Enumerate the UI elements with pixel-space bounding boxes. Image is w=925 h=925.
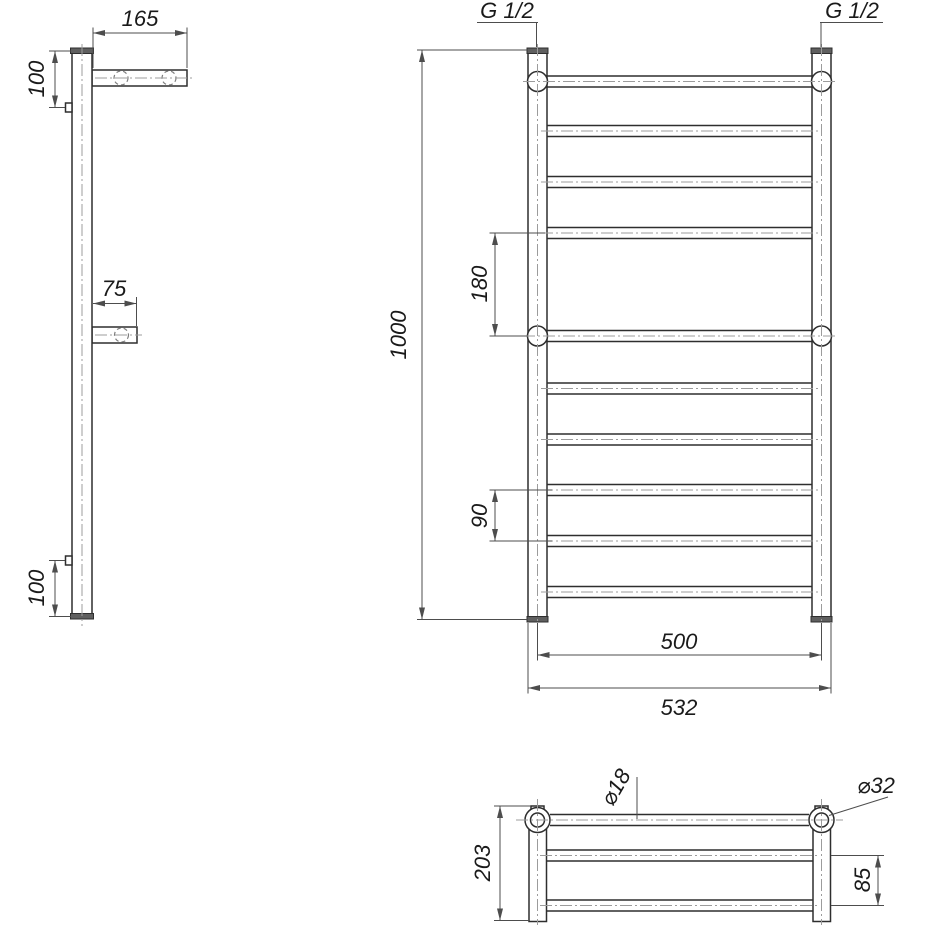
dim-axis-width bbox=[538, 623, 822, 661]
dim-top-offset bbox=[24, 51, 71, 108]
fixing-screw-bottom bbox=[66, 556, 73, 565]
dim-532-label: 532 bbox=[660, 695, 698, 720]
callout-riser-diameter bbox=[829, 773, 895, 816]
dia-18-label: ⌀18 bbox=[595, 764, 636, 810]
dim-bracket-length bbox=[93, 6, 187, 68]
dim-1000-label: 1000 bbox=[386, 310, 411, 360]
rails bbox=[547, 815, 814, 912]
dim-85-label: 85 bbox=[850, 867, 875, 893]
dim-bottom-offset bbox=[24, 561, 71, 617]
dim-depth bbox=[470, 806, 531, 921]
thread-callout-right bbox=[820, 0, 883, 47]
dim-500-label: 500 bbox=[660, 629, 698, 654]
thread-callout-left bbox=[477, 0, 538, 47]
dia-32-label: ⌀32 bbox=[857, 773, 895, 798]
dim-75-label: 75 bbox=[101, 276, 127, 301]
top-view bbox=[470, 764, 895, 925]
side-view bbox=[24, 6, 192, 626]
dim-100-bottom-label: 100 bbox=[24, 569, 49, 607]
dim-mid-bracket-length bbox=[93, 276, 137, 326]
thread-right-label: G 1/2 bbox=[825, 0, 879, 23]
fixing-screw-top bbox=[66, 103, 73, 112]
callout-rung-diameter bbox=[595, 764, 637, 819]
dim-180-label: 180 bbox=[467, 265, 492, 303]
front-view bbox=[386, 0, 883, 720]
dim-165-label: 165 bbox=[121, 6, 159, 31]
dim-90-label: 90 bbox=[467, 503, 492, 529]
dim-plane-offset bbox=[831, 856, 884, 906]
dim-height bbox=[386, 50, 528, 620]
rungs bbox=[546, 76, 813, 598]
thread-left-label: G 1/2 bbox=[480, 0, 534, 23]
dim-203-label: 203 bbox=[470, 844, 495, 882]
dim-100-top-label: 100 bbox=[24, 60, 49, 98]
